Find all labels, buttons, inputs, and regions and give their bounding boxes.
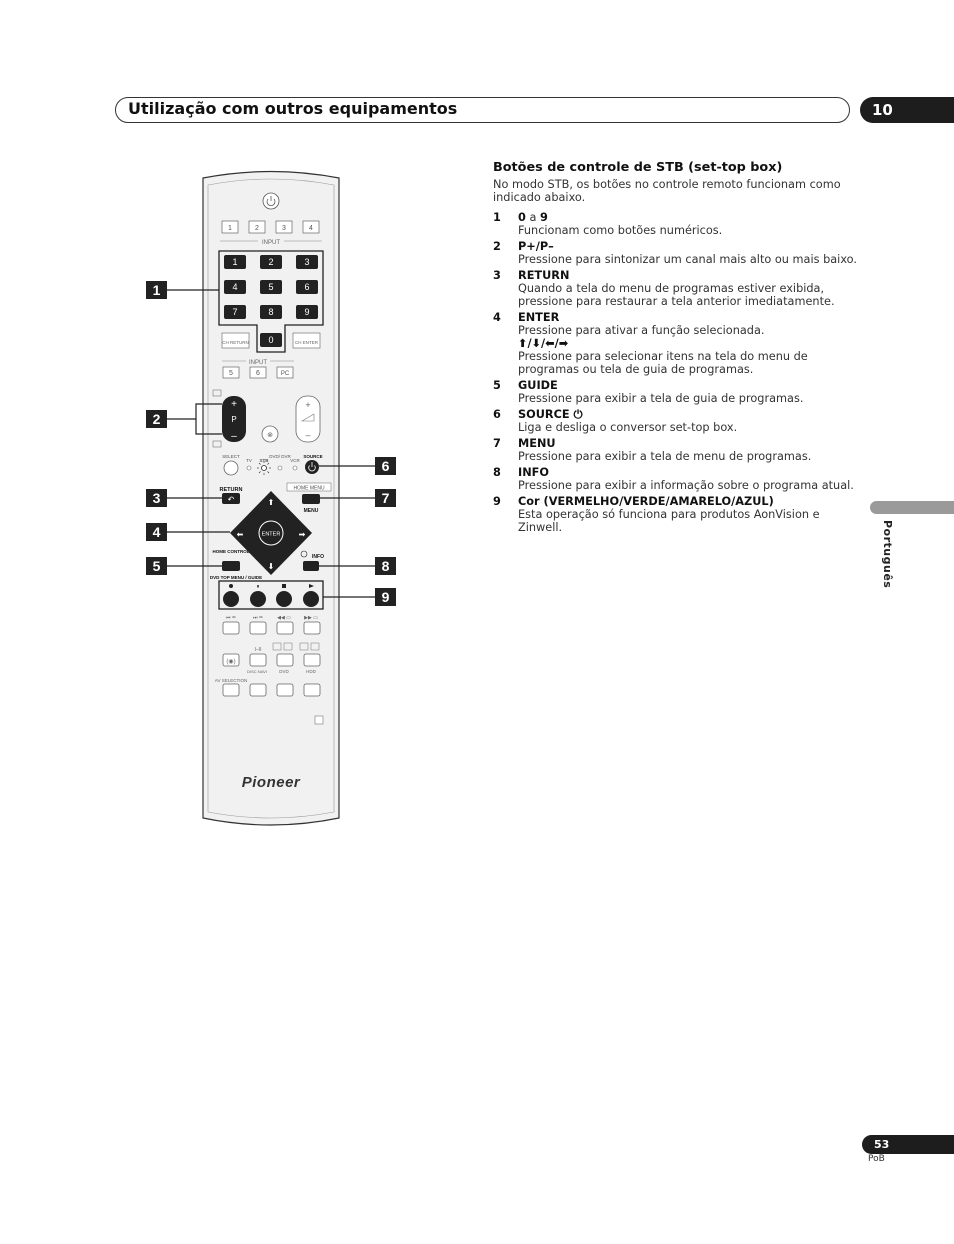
numpad-key-label: 5 xyxy=(268,282,274,292)
section-title: Botões de controle de STB (set-top box) xyxy=(493,160,783,175)
item-title: P+/P– xyxy=(518,240,554,253)
input-top-label: 1 xyxy=(228,225,232,232)
i-ii-label: I–II xyxy=(254,647,262,653)
item-title: GUIDE xyxy=(518,379,558,392)
svg-text:–: – xyxy=(305,430,311,440)
item-description: Pressione para exibir a tela de guia de programas. xyxy=(518,392,804,405)
menu-label: MENU xyxy=(303,508,319,514)
guide-button xyxy=(222,561,240,571)
svg-text:↶: ↶ xyxy=(227,495,235,504)
section-intro: No modo STB, os botões no controle remoto funcionam como indicado abaixo. xyxy=(493,178,841,204)
menu-button xyxy=(302,494,320,504)
item-title-connector: a xyxy=(525,211,540,224)
item-description: Quando a tela do menu de programas estiver exibida, pressione para restaurar a tela anterior imediatamente. xyxy=(518,282,835,308)
item-description: Liga e desliga o conversor set-top box. xyxy=(518,421,738,434)
svg-text:⬇: ⬇ xyxy=(267,562,275,571)
item-number: 5 xyxy=(493,379,501,392)
info-label: INFO xyxy=(312,554,324,560)
svg-text:+: + xyxy=(305,400,311,410)
svg-text:+: + xyxy=(231,399,237,410)
item-description: Pressione para exibir a informação sobre o programa atual. xyxy=(518,479,854,492)
numpad-key-label: 2 xyxy=(268,257,274,267)
small-indicator xyxy=(315,716,323,724)
numpad-key-label: 3 xyxy=(304,257,310,267)
item-title: MENU xyxy=(518,437,556,450)
numpad-key-label: 7 xyxy=(232,307,238,317)
home-menu-label: HOME MENU xyxy=(293,485,325,492)
select-button xyxy=(224,461,238,475)
page-code: PoB xyxy=(868,1154,885,1164)
brand-logo: Pioneer xyxy=(241,774,301,791)
item-title: RETURN xyxy=(518,269,570,282)
numpad-key-label: 9 xyxy=(304,307,310,317)
input-top-label: 4 xyxy=(309,225,313,232)
svg-text:◀◀ ▭: ◀◀ ▭ xyxy=(277,615,291,621)
callout-label: 9 xyxy=(381,589,390,605)
chapter-tab: 10 xyxy=(860,97,954,123)
item-number: 4 xyxy=(493,311,501,324)
svg-text:⬆: ⬆ xyxy=(267,498,275,507)
channel-p-label: P xyxy=(231,415,237,424)
item-description: Esta operação só funciona para produtos AonVision e Zinwell. xyxy=(518,508,820,534)
svg-text:▶▶ ▭: ▶▶ ▭ xyxy=(304,615,318,621)
item-number: 9 xyxy=(493,495,501,508)
input-label: INPUT xyxy=(262,240,280,246)
input-bottom-buttons xyxy=(223,367,293,378)
language-label: Português xyxy=(881,520,894,589)
input-bottom-label: 5 xyxy=(229,370,233,377)
dvd-top-menu-label: DVD TOP MENU / GUIDE xyxy=(209,575,263,580)
input-top-label: 2 xyxy=(255,225,259,232)
svg-text:⏸: ⏸ xyxy=(256,584,260,590)
callout-label: 1 xyxy=(152,282,161,298)
item-description: Pressione para selecionar itens na tela do menu de programas ou tela de guia de programas. xyxy=(518,350,808,376)
input-label-bottom: INPUT xyxy=(249,360,267,366)
item-number: 1 xyxy=(493,211,501,224)
ch-enter-label: CH ENTER xyxy=(294,340,319,345)
mode-label: SELECT xyxy=(222,454,240,459)
svg-text:(◉): (◉) xyxy=(226,659,236,665)
power-button xyxy=(263,193,279,209)
svg-text:➡: ➡ xyxy=(298,530,306,539)
item-description: Funcionam como botões numéricos. xyxy=(518,224,723,237)
callout-label: 5 xyxy=(152,558,161,574)
item-description: Pressione para exibir a tela de menu de programas. xyxy=(518,450,812,463)
item-title: 0 xyxy=(518,211,526,224)
disc-navi-label: DISC NAVI xyxy=(247,669,267,674)
svg-text:⬅: ⬅ xyxy=(236,530,244,539)
page-number: 53 xyxy=(862,1135,954,1154)
item-number: 8 xyxy=(493,466,501,479)
ch-return-label: CH RETURN xyxy=(222,340,249,345)
mode-label: TV xyxy=(246,458,252,463)
input-top-label: 3 xyxy=(282,225,286,232)
item-title: SOURCE ⏻ xyxy=(518,408,583,421)
callout-label: 2 xyxy=(152,411,161,427)
item-description: Pressione para ativar a função selecionada. xyxy=(518,324,765,337)
callout-label: 6 xyxy=(381,458,390,474)
item-title: Cor (VERMELHO/VERDE/AMARELO/AZUL) xyxy=(518,495,774,508)
callout-label: 7 xyxy=(381,490,390,506)
enter-label: ENTER xyxy=(261,531,281,538)
item-title: INFO xyxy=(518,466,549,479)
callout-label: 4 xyxy=(152,524,161,540)
item-number: 3 xyxy=(493,269,501,282)
numpad-key-label: 6 xyxy=(304,282,310,292)
av-selection-label: AV SELECTION xyxy=(214,678,248,683)
mode-label: SOURCE xyxy=(303,454,323,459)
item-number: 6 xyxy=(493,408,501,421)
input-bottom-label: PC xyxy=(280,371,290,377)
arrow-keys-label: ⬆/⬇/⬅/➡ xyxy=(518,337,569,350)
numpad-key-label: 4 xyxy=(232,282,238,292)
mode-label: DVD/ DVR xyxy=(269,454,291,459)
item-description: Pressione para sintonizar um canal mais alto ou mais baixo. xyxy=(518,253,857,266)
numpad-key-label: 1 xyxy=(232,257,238,267)
svg-text:⊗: ⊗ xyxy=(267,432,273,439)
callout-label: 8 xyxy=(381,558,390,574)
info-button xyxy=(303,561,319,571)
hdd-label: HDD xyxy=(306,669,316,674)
numpad-key-label: 8 xyxy=(268,307,274,317)
stb-indicator xyxy=(262,466,267,471)
mode-label: VCR xyxy=(290,458,300,463)
item-title: 9 xyxy=(539,211,548,224)
item-number: 7 xyxy=(493,437,501,450)
home-control-label: HOME CONTROL xyxy=(212,549,250,554)
svg-text:⏮ ▭: ⏮ ▭ xyxy=(226,615,236,621)
item-title: ENTER xyxy=(518,311,560,324)
mode-label: STB xyxy=(259,458,269,463)
item-number: 2 xyxy=(493,240,501,253)
svg-text:⏭ ▭: ⏭ ▭ xyxy=(253,615,263,621)
input-bottom-label: 6 xyxy=(256,370,260,377)
numpad-key-label: 0 xyxy=(268,335,274,345)
page-title: Utilização com outros equipamentos xyxy=(128,99,458,118)
return-label: RETURN xyxy=(219,487,243,493)
dvd-label: DVD xyxy=(279,669,289,674)
callout-label: 3 xyxy=(152,490,161,506)
svg-text:–: – xyxy=(231,431,237,442)
